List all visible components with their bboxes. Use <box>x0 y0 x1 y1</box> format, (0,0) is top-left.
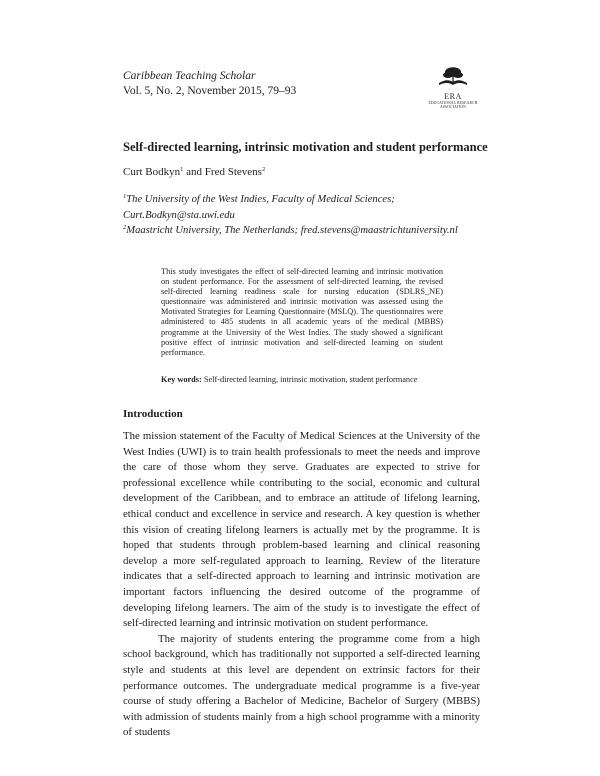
keywords <box>161 375 481 384</box>
paragraph: The mission statement of the Faculty of Medical Sciences at the University of the West Indies (UWI) is to train health professionals to meet the needs and improve the care of those whom they serve. Graduates are expected to strive for professional excellence while contributing to the social, economic and cultural development of the Caribbean, and to embrace an attitude of lifelong learning, ethical conduct and excellence in service and research. A key question is whether this vision of creating lifelong learners is actually met by the programme. It is hoped that students through problem-based learning and clinical reasoning develop a more self-regulated approach to learning. Review of the literature indicates that a self-directed approach to learning and intrinsic motivation are important factors influencing the desired outcome of the programme of developing lifelong learners. The aim of the study is to investigate the effect of self-directed learning and intrinsic motivation on student performance. <box>123 430 480 630</box>
affiliation-email: Curt.Bodkyn@sta.uwi.edu <box>123 209 235 221</box>
section-heading: Introduction <box>123 408 183 420</box>
affiliation-text: Maastricht University, The Netherlands; fred.stevens@maastrichtuniversity.nl <box>126 225 458 236</box>
keywords-text: Self-directed learning, intrinsic motivation, student performance <box>201 375 418 384</box>
author-name: Fred Stevens <box>204 166 262 178</box>
era-logo <box>428 66 478 109</box>
paragraph: The majority of students entering the programme come from a high school background, which has traditionally not supported a self-directed learning style and students at this level are dependent on extrinsic factors for their performance outcomes. The undergraduate medical programme is a five-year course of study offering a Bachelor of Medicine, Bachelor of Surgery (MBBS) with admission of students mainly from a high school programme with a minority of students <box>123 632 480 739</box>
volume-info: Vol. 5, No. 2, November 2015, 79–93 <box>123 85 297 97</box>
author-mark: 2 <box>261 166 266 173</box>
affiliation-1 <box>123 192 523 208</box>
affiliation-2 <box>123 223 523 239</box>
journal-name: Caribbean Teaching Scholar <box>123 70 256 82</box>
book-tree-icon <box>433 66 473 86</box>
logo-line-1: EDUCATIONAL RESEARCH <box>428 101 478 105</box>
author-name: Curt Bodkyn <box>123 166 181 178</box>
author-joiner: and <box>183 166 205 178</box>
affiliations <box>123 192 523 239</box>
author-mark: 1 <box>180 166 184 173</box>
keywords-label: Key words: <box>161 375 202 384</box>
affiliation-mark: 2 <box>123 224 127 231</box>
abstract: This study investigates the effect of self-directed learning and intrinsic motivation on student performance. For the assessment of self-directed learning, the revised self-directed learning readiness scale for nursing education (SDLRS_NE) questionnaire was administered and intrinsic motivation was assessed using the Motivated Strategies for Learning Questionnaire (MSLQ). The questionnaires were administered to 485 students in all academic years of the medical (MBBS) programme at the University of the West Indies. The study showed a significant positive effect of intrinsic motivation and self-directed learning on student performance. <box>161 267 443 357</box>
author-list <box>123 166 265 178</box>
logo-line-2: ASSOCIATION <box>440 105 466 109</box>
affiliation-text: The University of the West Indies, Faculty of Medical Sciences; <box>126 194 395 205</box>
section-body <box>123 429 480 741</box>
affiliation-mark: 1 <box>123 193 127 200</box>
logo-acronym: ERA <box>444 92 462 101</box>
journal-header <box>123 69 296 99</box>
paper-title: Self-directed learning, intrinsic motivation and student performance <box>123 140 488 154</box>
